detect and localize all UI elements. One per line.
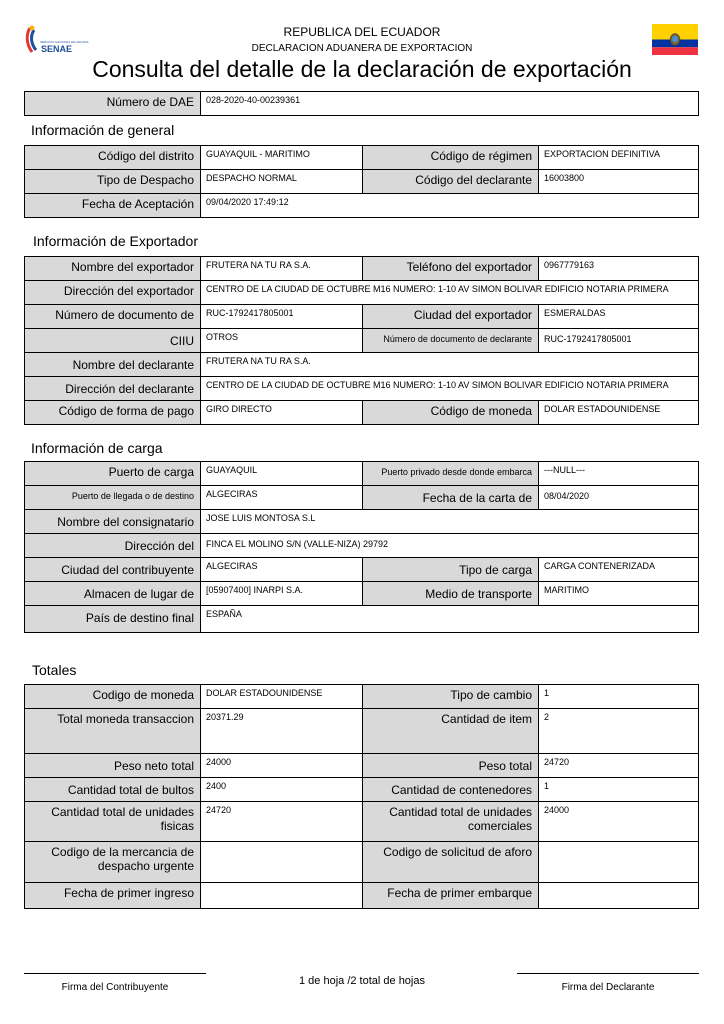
puerto-llegada-value: ALGECIRAS — [200, 485, 363, 510]
tipo-carga-value: CARGA CONTENERIZADA — [538, 557, 699, 582]
doc-declarante-value: RUC-1792417805001 — [538, 328, 699, 353]
puerto-carga-label: Puerto de carga — [24, 461, 201, 486]
total-transaccion-label: Total moneda transaccion — [24, 708, 201, 754]
primer-ingreso-value — [200, 882, 363, 909]
totales-moneda-label: Codigo de moneda — [24, 684, 201, 709]
declarante-nombre-value: FRUTERA NA TU RA S.A. — [200, 352, 699, 377]
almacen-label: Almacen de lugar de — [24, 581, 201, 606]
solicitud-aforo-label: Codigo de solicitud de aforo — [362, 841, 539, 883]
ciiu-value: OTROS — [200, 328, 363, 353]
total-bultos-value: 2400 — [200, 777, 363, 802]
section-totales-title: Totales — [32, 662, 77, 678]
fecha-carta-value: 08/04/2020 — [538, 485, 699, 510]
peso-total-value: 24720 — [538, 753, 699, 778]
firma-contribuyente: Firma del Contribuyente — [61, 982, 169, 993]
exportador-nombre-value: FRUTERA NA TU RA S.A. — [200, 256, 363, 281]
header-declaration-type: DECLARACION ADUANERA DE EXPORTACION — [251, 43, 473, 54]
moneda-value: DOLAR ESTADOUNIDENSE — [538, 400, 699, 425]
cantidad-item-label: Cantidad de item — [362, 708, 539, 754]
ciudad-contribuyente-label: Ciudad del contribuyente — [24, 557, 201, 582]
documento-value: RUC-1792417805001 — [200, 304, 363, 329]
fecha-aceptacion-label: Fecha de Aceptación — [24, 193, 201, 218]
distrito-value: GUAYAQUIL - MARITIMO — [200, 145, 363, 170]
declarante-code-value: 16003800 — [538, 169, 699, 194]
puerto-carga-value: GUAYAQUIL — [200, 461, 363, 486]
puerto-privado-value: ---NULL--- — [538, 461, 699, 486]
exportador-telefono-label: Teléfono del exportador — [362, 256, 539, 281]
primer-embarque-value — [538, 882, 699, 909]
mercancia-urgente-value — [200, 841, 363, 883]
declarante-nombre-label: Nombre del declarante — [24, 352, 201, 377]
moneda-label: Código de moneda — [362, 400, 539, 425]
unidades-fisicas-value: 24720 — [200, 801, 363, 842]
cantidad-item-value: 2 — [538, 708, 699, 754]
peso-neto-label: Peso neto total — [24, 753, 201, 778]
peso-total-label: Peso total — [362, 753, 539, 778]
exportador-direccion-value: CENTRO DE LA CIUDAD DE OCTUBRE M16 NUMERO: 1-10 AV SIMON BOLIVAR EDIFICIO NOTARIA PRIMERA — [200, 280, 699, 305]
mercancia-urgente-label: Codigo de la mercancia de despacho urgente — [24, 841, 201, 883]
exportador-telefono-value: 0967779163 — [538, 256, 699, 281]
ciiu-label: CIIU — [24, 328, 201, 353]
forma-pago-label: Código de forma de pago — [24, 400, 201, 425]
regimen-value: EXPORTACION DEFINITIVA — [538, 145, 699, 170]
declarante-direccion-label: Dirección del declarante — [24, 376, 201, 401]
medio-transporte-label: Medio de transporte — [362, 581, 539, 606]
solicitud-aforo-value — [538, 841, 699, 883]
header-country: REPUBLICA DEL ECUADOR — [283, 25, 441, 39]
consignatario-label: Nombre del consignatario — [24, 509, 201, 534]
direccion-consignatario-value: FINCA EL MOLINO S/N (VALLE-NIZA) 29792 — [200, 533, 699, 558]
declarante-code-label: Código del declarante — [362, 169, 539, 194]
signature-line-declarante — [517, 973, 699, 974]
exportador-ciudad-value: ESMERALDAS — [538, 304, 699, 329]
cantidad-contenedores-label: Cantidad de contenedores — [362, 777, 539, 802]
documento-label: Número de documento de — [24, 304, 201, 329]
forma-pago-value: GIRO DIRECTO — [200, 400, 363, 425]
page-title: Consulta del detalle de la declaración de exportación — [92, 56, 632, 82]
primer-ingreso-label: Fecha de primer ingreso — [24, 882, 201, 909]
tipo-cambio-label: Tipo de cambio — [362, 684, 539, 709]
peso-neto-value: 24000 — [200, 753, 363, 778]
totales-moneda-value: DOLAR ESTADOUNIDENSE — [200, 684, 363, 709]
unidades-comerciales-label: Cantidad total de unidades comerciales — [362, 801, 539, 842]
puerto-privado-label: Puerto privado desde donde embarca — [362, 461, 539, 486]
regimen-label: Código de régimen — [362, 145, 539, 170]
dae-label: Número de DAE — [24, 91, 201, 116]
page-count: 1 de hoja /2 total de hojas — [299, 975, 425, 987]
fecha-carta-label: Fecha de la carta de — [362, 485, 539, 510]
logo-small-text: SERVICIO NACIONAL DE ADUANA — [40, 40, 89, 44]
total-bultos-label: Cantidad total de bultos — [24, 777, 201, 802]
medio-transporte-value: MARITIMO — [538, 581, 699, 606]
unidades-comerciales-value: 24000 — [538, 801, 699, 842]
unidades-fisicas-label: Cantidad total de unidades fisicas — [24, 801, 201, 842]
total-transaccion-value: 20371.29 — [200, 708, 363, 754]
logo-text: SENAE — [41, 44, 73, 54]
despacho-label: Tipo de Despacho — [24, 169, 201, 194]
puerto-llegada-label: Puerto de llegada o de destino — [24, 485, 201, 510]
exportador-nombre-label: Nombre del exportador — [24, 256, 201, 281]
exportador-ciudad-label: Ciudad del exportador — [362, 304, 539, 329]
tipo-carga-label: Tipo de carga — [362, 557, 539, 582]
section-exportador-title: Información de Exportador — [33, 233, 198, 249]
almacen-value: [05907400] INARPI S.A. — [200, 581, 363, 606]
distrito-label: Código del distrito — [24, 145, 201, 170]
exportador-direccion-label: Dirección del exportador — [24, 280, 201, 305]
pais-destino-value: ESPAÑA — [200, 605, 699, 633]
tipo-cambio-value: 1 — [538, 684, 699, 709]
cantidad-contenedores-value: 1 — [538, 777, 699, 802]
signature-line-contribuyente — [24, 973, 206, 974]
primer-embarque-label: Fecha de primer embarque — [362, 882, 539, 909]
direccion-consignatario-label: Dirección del — [24, 533, 201, 558]
firma-declarante: Firma del Declarante — [561, 982, 655, 993]
pais-destino-label: País de destino final — [24, 605, 201, 633]
doc-declarante-label: Número de documento de declarante — [362, 328, 539, 353]
despacho-value: DESPACHO NORMAL — [200, 169, 363, 194]
section-general-title: Información de general — [31, 122, 175, 138]
declarante-direccion-value: CENTRO DE LA CIUDAD DE OCTUBRE M16 NUMERO: 1-10 AV SIMON BOLIVAR EDIFICIO NOTARIA PRIMERA — [200, 376, 699, 401]
fecha-aceptacion-value: 09/04/2020 17:49:12 — [200, 193, 699, 218]
ciudad-contribuyente-value: ALGECIRAS — [200, 557, 363, 582]
dae-value: 028-2020-40-00239361 — [200, 91, 699, 116]
section-carga-title: Información de carga — [31, 440, 163, 456]
consignatario-value: JOSE LUIS MONTOSA S.L — [200, 509, 699, 534]
